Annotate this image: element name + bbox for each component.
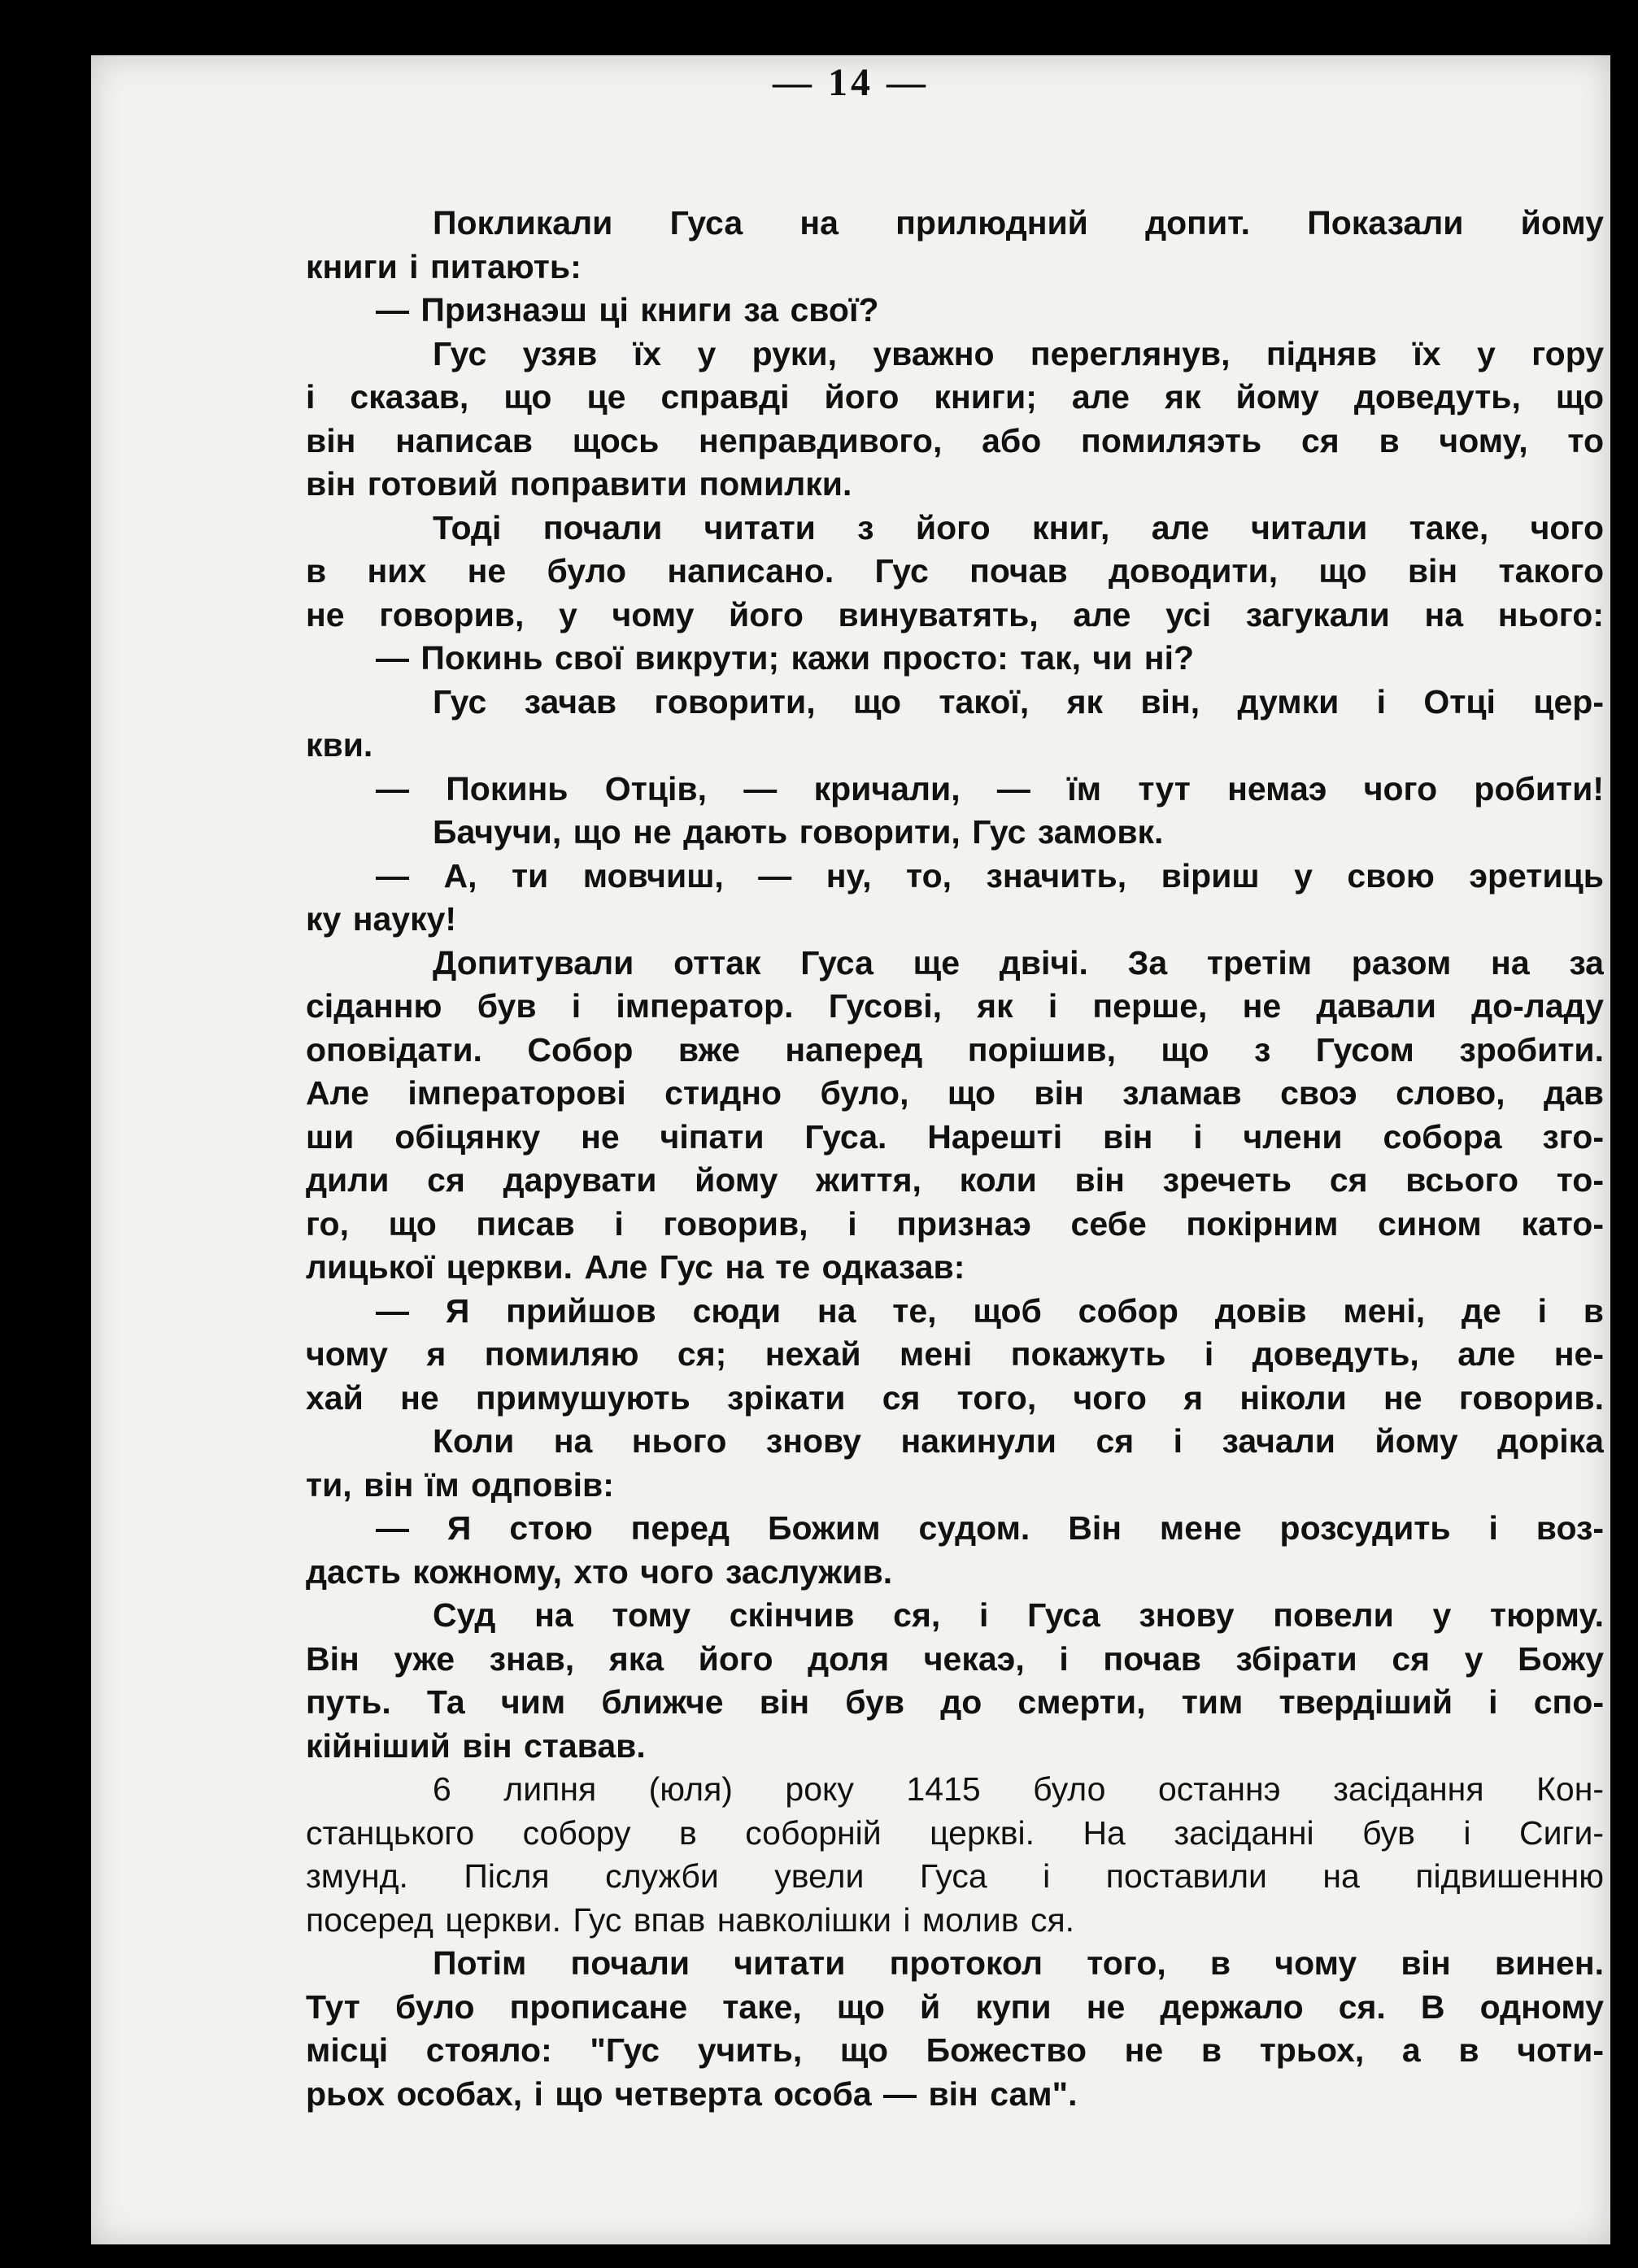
text-line: Але імператорові стидно було, що він зламав своэ слово, дав	[306, 1074, 1604, 1112]
text-line: сіданню був і імператор. Гусові, як і перше, не давали до-ладу	[306, 987, 1604, 1025]
text-line: — Покинь Отців, — кричали, — їм тут немаэ чого робити!	[376, 769, 1604, 808]
text-line: кви.	[306, 726, 373, 764]
text-line: го, що писав і говорив, і признаэ себе покірним сином като-	[306, 1204, 1604, 1243]
text-line: Гус зачав говорити, що такої, як він, думки і Отці цер-	[433, 682, 1604, 720]
text-line: не говорив, у чому його винуватять, але усі загукали на нього:	[306, 595, 1604, 633]
text-line: він готовий поправити помилки.	[306, 465, 852, 503]
text-line: Він уже знав, яка його доля чекаэ, і почав збірати ся у Божу	[306, 1639, 1604, 1678]
text-line: місці стояло: "Гус учить, що Божество не в трьох, а в чоти-	[306, 2031, 1604, 2069]
text-line: путь. Та чим ближче він був до смерти, тим твердіший і спо-	[306, 1683, 1604, 1721]
text-line: і сказав, що це справді його книги; але як йому доведуть, що	[306, 378, 1604, 416]
text-line: змунд. Після служби увели Гуса і поставили на підвишенню	[306, 1857, 1604, 1895]
text-line: Тоді почали читати з його книг, але читали таке, чого	[433, 508, 1604, 546]
text-line: книги і питають:	[306, 247, 582, 285]
text-line: Бачучи, що не дають говорити, Гус замовк.	[433, 813, 1164, 851]
text-line: Покликали Гуса на прилюдний допит. Показали йому	[433, 204, 1604, 242]
text-line: лицької церкви. Але Гус на те одказав:	[306, 1248, 965, 1286]
text-line: Гус узяв їх у руки, уважно переглянув, підняв їх у гору	[433, 334, 1604, 372]
text-line: оповідати. Собор вже наперед порішив, що з Гусом зробити.	[306, 1030, 1604, 1069]
page-number: — 14 —	[773, 61, 929, 104]
text-line: — Покинь свої викрути; кажи просто: так, чи ні?	[376, 639, 1194, 677]
text-line: ти, він їм одповів:	[306, 1465, 614, 1504]
text-line: дасть кожному, хто чого заслужив.	[306, 1552, 893, 1591]
text-line: ши обіцянку не чіпати Гуса. Нарешті він і члени собора зго-	[306, 1117, 1604, 1156]
text-line: ку науку!	[306, 900, 457, 938]
text-line: — Признаэш ці книги за свої?	[376, 291, 879, 329]
text-line: — Я стою перед Божим судом. Він мене розсудить і воз-	[376, 1509, 1604, 1547]
text-line: рьох особах, і що четверта особа — він сам".	[306, 2074, 1078, 2113]
text-line: кійніший він ставав.	[306, 1726, 646, 1765]
text-line: Коли на нього знову накинули ся і зачали йому доріка	[433, 1422, 1604, 1460]
text-line: — А, ти мовчиш, — ну, то, значить, віриш у свою эретиць	[376, 856, 1604, 895]
text-line: 6 липня (юля) року 1415 було останнэ засідання Кон-	[433, 1770, 1604, 1808]
text-line: він написав щось неправдивого, або помиляэть ся в чому, то	[306, 421, 1604, 459]
text-line: Потім почали читати протокол того, в чому він винен.	[433, 1944, 1604, 1982]
text-line: Тут було прописане таке, що й купи не держало ся. В одному	[306, 1987, 1604, 2026]
page-body-text	[306, 202, 1604, 2116]
text-line: дили ся дарувати йому життя, коли він зречеть ся всього то-	[306, 1161, 1604, 1199]
text-line: посеред церкви. Гус впав навколішки і молив ся.	[306, 1900, 1075, 1939]
text-line: станцького собору в соборній церкві. На засіданні був і Сиги-	[306, 1813, 1604, 1852]
text-line: Допитували оттак Гуса ще двічі. За третім разом на за	[433, 943, 1604, 982]
book-page	[91, 55, 1610, 2244]
text-line: Суд на тому скінчив ся, і Гуса знову повели у тюрму.	[433, 1596, 1604, 1634]
text-line: чому я помиляю ся; нехай мені покажуть і доведуть, але не-	[306, 1335, 1604, 1373]
text-line: в них не було написано. Гус почав доводити, що він такого	[306, 552, 1604, 590]
text-line: хай не примушують зрікати ся того, чого я ніколи не говорив.	[306, 1378, 1604, 1417]
text-line: — Я прийшов сюди на те, щоб собор довів мені, де і в	[376, 1291, 1604, 1330]
